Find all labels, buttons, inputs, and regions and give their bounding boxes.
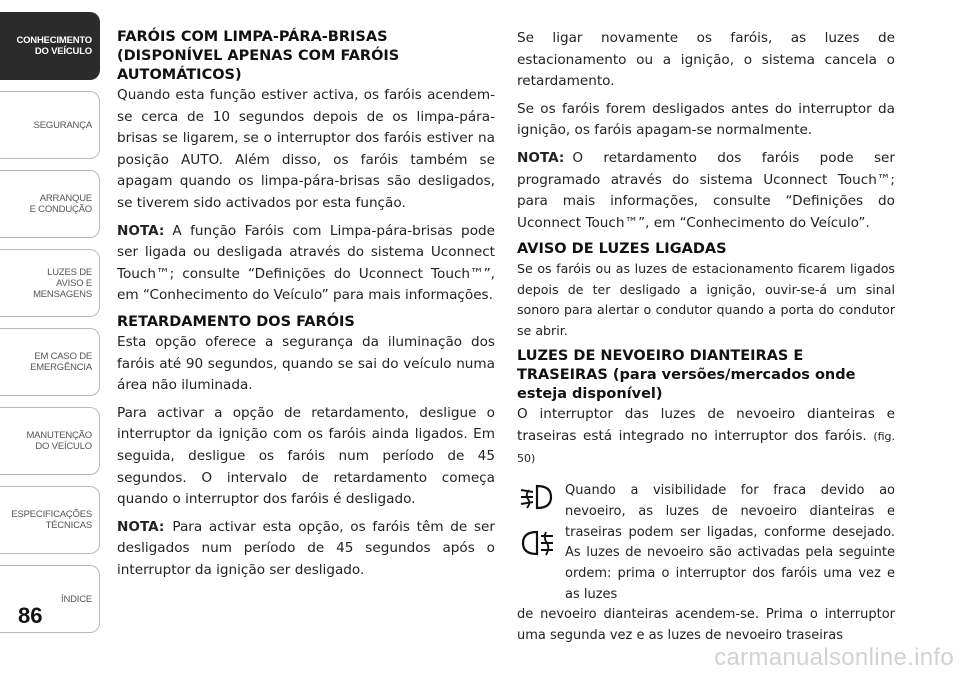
tab-label: DO VEÍCULO — [35, 441, 92, 452]
tab-seguranca[interactable] — [0, 91, 100, 159]
tab-label: LUZES DE — [47, 266, 92, 278]
note — [517, 148, 895, 234]
note-label: NOTA: — [117, 222, 165, 239]
paragraph: Para activar a opção de retardamento, desligue o interruptor da ignição com os faróis ainda ligados. Em seguida, desligue os faróis num período de 45 segundos. O intervalo de retardamento começa quando o interruptor dos faróis é desligado. — [117, 404, 495, 508]
tab-label: EMERGÊNCIA — [30, 362, 92, 373]
rear-fog-light-icon — [517, 527, 557, 561]
tab-especificacoes-tecnicas[interactable] — [0, 486, 100, 554]
tab-arranque-e-conducao[interactable] — [0, 170, 100, 238]
tab-label: MANUTENÇÃO — [26, 430, 92, 441]
note-text: Para activar esta opção, os faróis têm de ser desligados num período de 45 segundos após o interruptor da ignição ser desligado. — [117, 518, 495, 578]
tab-luzes-de-aviso[interactable] — [0, 249, 100, 317]
note — [117, 221, 495, 307]
tab-label: MENSAGENS — [33, 288, 92, 300]
tab-label: TÉCNICAS — [45, 520, 92, 531]
tab-label: E CONDUÇÃO — [29, 204, 92, 215]
tab-label: DO VEÍCULO — [34, 46, 92, 57]
note — [117, 517, 495, 582]
section-heading: RETARDAMENTO DOS FARÓIS — [117, 313, 355, 330]
tab-label: AVISO E — [56, 277, 92, 289]
page-number: 86 — [18, 603, 43, 628]
tab-label: ESPECIFICAÇÕES — [11, 509, 92, 520]
tab-em-caso-de-emergencia[interactable] — [0, 328, 100, 396]
tab-indice[interactable] — [0, 565, 100, 633]
fog-lights-description — [517, 481, 895, 647]
paragraph: Quando esta função estiver activa, os faróis acendem-se cerca de 10 segundos depois de os limpa-pára-brisas se ligarem, se o interruptor dos faróis estiver na posição AUTO. Além disso, os faróis também se apagam quando os limpa-pára-brisas são desligados, se tiverem sido activados por esta função. — [117, 87, 495, 211]
tab-label: ÍNDICE — [61, 593, 92, 605]
paragraph: Se ligar novamente os faróis, as luzes de estacionamento ou a ignição, o sistema cancela o retardamento. — [517, 30, 895, 90]
watermark: carmanualsonline.info — [714, 644, 954, 671]
fog-light-icons — [517, 481, 561, 561]
note-label: NOTA: — [117, 518, 165, 535]
tab-manutencao-do-veiculo[interactable] — [0, 407, 100, 475]
section-heading: AVISO DE LUZES LIGADAS — [517, 241, 727, 258]
figure-reference: (fig. 50) — [517, 429, 896, 465]
tab-label: CONHECIMENTO — [16, 35, 92, 46]
note-text: O retardamento dos faróis pode ser programado através do sistema Uconnect Touch™; para mais informações, consulte “Definições do Uconnect Touch™”, em “Conhecimento do Veículo”. — [517, 149, 895, 231]
section-heading: LUZES DE NEVOEIRO DIANTEIRAS E TRASEIRAS (para versões/mercados onde esteja disponível) — [517, 348, 856, 403]
paragraph: Se os faróis forem desligados antes do interruptor da ignição, os faróis apagam-se normalmente. — [517, 100, 895, 139]
note-label: NOTA: — [517, 149, 565, 166]
paragraph-text: O interruptor das luzes de nevoeiro dianteiras e traseiras está integrado no interruptor dos faróis. — [517, 406, 895, 444]
paragraph: Esta opção oferece a segurança da iluminação dos faróis até 90 segundos, quando se sai do veículo numa área não iluminada. — [117, 333, 495, 394]
paragraph: Quando a visibilidade for fraca devido ao nevoeiro, as luzes de nevoeiro dianteiras e traseiras podem ser ligadas, conforme desejado. As luzes de nevoeiro são activadas pela seguinte ordem: prima o interruptor dos faróis uma vez e as luzes — [565, 483, 895, 602]
left-column — [117, 28, 495, 587]
paragraph — [517, 404, 895, 469]
note-text: A função Faróis com Limpa-pára-brisas pode ser ligada ou desligada através do sistema Uconnect Touch™; consulte “Definições do Uconnect Touch™”, em “Conhecimento do Veículo” para mais informações. — [117, 222, 495, 304]
right-column — [517, 28, 895, 647]
tab-label: ARRANQUE — [39, 193, 92, 204]
front-fog-light-icon — [517, 481, 557, 515]
section-heading: FARÓIS COM LIMPA-PÁRA-BRISAS (DISPONÍVEL APENAS COM FARÓIS AUTOMÁTICOS) — [117, 29, 400, 83]
tab-conhecimento-do-veiculo[interactable] — [0, 12, 100, 80]
tab-label: EM CASO DE — [34, 351, 92, 362]
paragraph: Se os faróis ou as luzes de estacionamento ficarem ligados depois de ter desligado a ignição, ouvir-se-á um sinal sonoro para alertar o condutor quando a porta do condutor se abrir. — [517, 261, 895, 338]
paragraph: de nevoeiro dianteiras acendem-se. Prima o interruptor uma segunda vez e as luzes de nevoeiro traseiras — [517, 607, 895, 644]
tab-label: SEGURANÇA — [33, 119, 92, 131]
